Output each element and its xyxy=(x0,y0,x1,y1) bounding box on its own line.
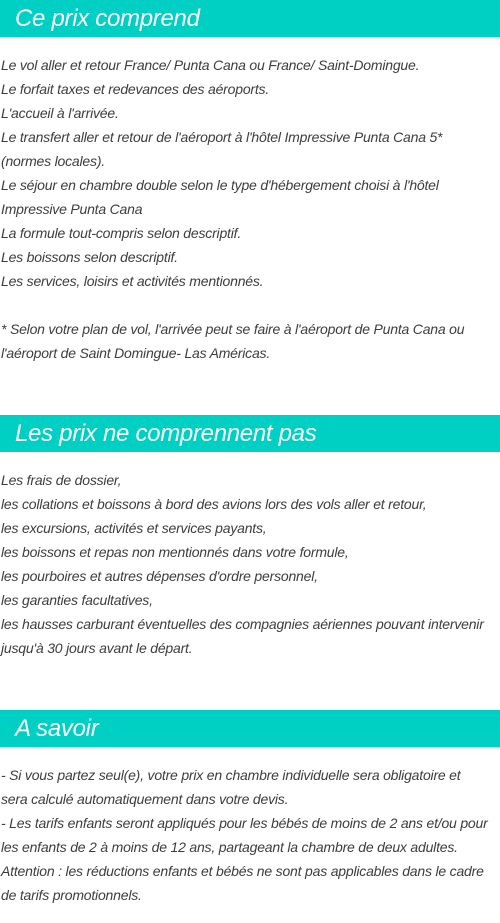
spacer xyxy=(1,293,500,317)
to-know-line: - Les tarifs enfants seront appliqués pour les bébés de moins de 2 ans et/ou pour xyxy=(1,815,488,831)
included-note-line: * Selon votre plan de vol, l'arrivée peut se faire à l'aéroport de Punta Cana ou xyxy=(1,321,465,337)
excluded-title: Les prix ne comprennent pas xyxy=(0,415,500,452)
included-line: Le vol aller et retour France/ Punta Cana ou France/ Saint-Domingue. xyxy=(1,57,420,73)
excluded-line: Les frais de dossier, xyxy=(1,472,122,488)
included-section xyxy=(0,0,500,415)
included-title: Ce prix comprend xyxy=(0,0,500,37)
to-know-line: Attention : les réductions enfants et bébés ne sont pas applicables dans le cadre xyxy=(1,863,484,879)
included-line: Le forfait taxes et redevances des aéroports. xyxy=(1,81,270,97)
included-line: Impressive Punta Cana xyxy=(1,201,143,217)
excluded-line: les garanties facultatives, xyxy=(1,592,153,608)
to-know-line: sera calculé automatiquement dans votre devis. xyxy=(1,791,289,807)
excluded-line: les boissons et repas non mentionnés dans votre formule, xyxy=(1,544,349,560)
excluded-line: les hausses carburant éventuelles des compagnies aériennes pouvant intervenir xyxy=(1,616,484,632)
to-know-line: de tarifs promotionnels. xyxy=(1,887,142,903)
included-note-line: l'aéroport de Saint Domingue- Las Américas. xyxy=(1,345,271,361)
included-list xyxy=(0,37,500,415)
to-know-title: A savoir xyxy=(0,710,500,747)
to-know-list xyxy=(0,747,500,907)
included-line: Les boissons selon descriptif. xyxy=(1,249,178,265)
excluded-line: les collations et boissons à bord des avions lors des vols aller et retour, xyxy=(1,496,427,512)
included-line: Le séjour en chambre double selon le type d'hébergement choisi à l'hôtel xyxy=(1,177,439,193)
excluded-list xyxy=(0,452,500,710)
included-line: (normes locales). xyxy=(1,153,105,169)
included-line: Les services, loisirs et activités mentionnés. xyxy=(1,273,264,289)
included-line: La formule tout-compris selon descriptif. xyxy=(1,225,242,241)
excluded-section xyxy=(0,415,500,710)
to-know-line: les enfants de 2 à moins de 12 ans, partageant la chambre de deux adultes. xyxy=(1,839,458,855)
included-line: L'accueil à l'arrivée. xyxy=(1,105,119,121)
to-know-section xyxy=(0,710,500,907)
to-know-line: - Si vous partez seul(e), votre prix en chambre individuelle sera obligatoire et xyxy=(1,767,461,783)
excluded-line: les excursions, activités et services payants, xyxy=(1,520,267,536)
included-line: Le transfert aller et retour de l'aéroport à l'hôtel Impressive Punta Cana 5* xyxy=(1,129,443,145)
excluded-line: les pourboires et autres dépenses d'ordre personnel, xyxy=(1,568,318,584)
excluded-line: jusqu'à 30 jours avant le départ. xyxy=(1,640,193,656)
